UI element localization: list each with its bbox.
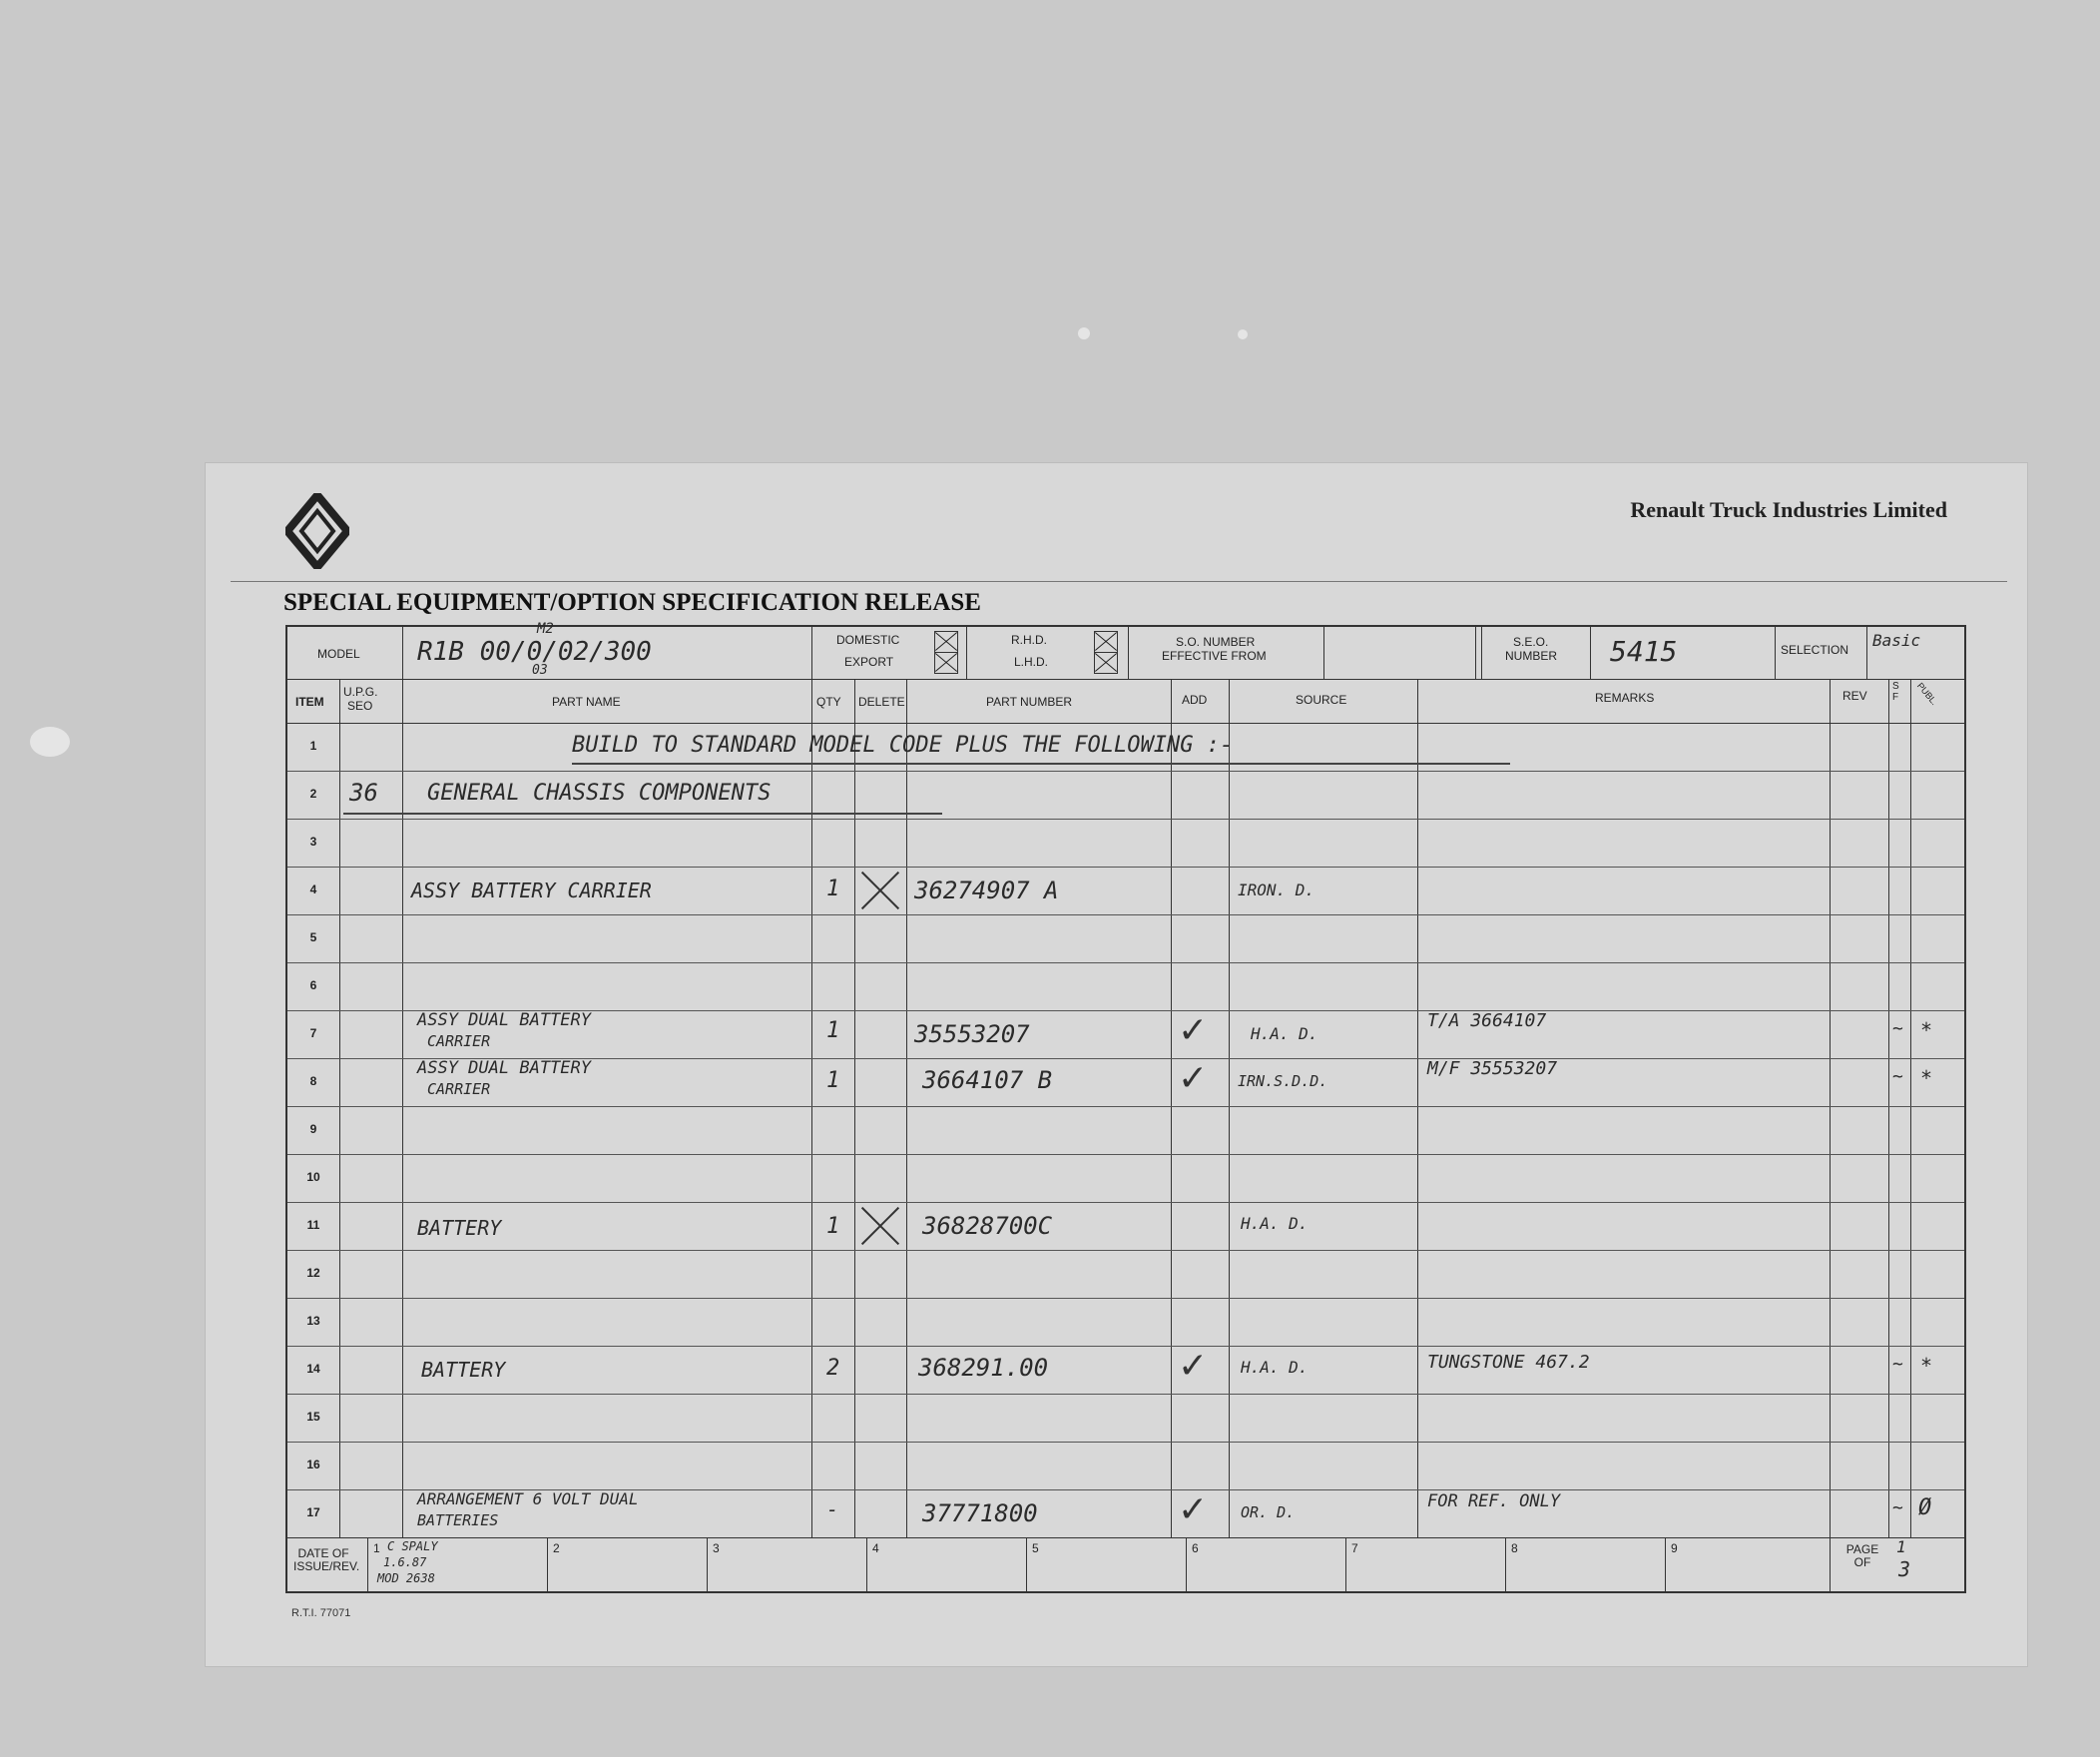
divider (402, 627, 403, 679)
part-name-line2: BATTERIES (417, 1511, 499, 1529)
column-part-name: PART NAME (552, 695, 621, 709)
item-number: 11 (306, 1218, 320, 1232)
selection-label: SELECTION (1781, 643, 1849, 657)
item-number: 9 (309, 1122, 317, 1136)
table-row (287, 914, 1964, 963)
publication-mark: * (1920, 1354, 1933, 1378)
seo-label-line2: NUMBER (1505, 649, 1558, 663)
remarks-value: T/A 3664107 (1427, 1010, 1547, 1031)
divider (1505, 1537, 1506, 1591)
underline (343, 813, 942, 815)
sf-mark: ~ (1892, 1018, 1903, 1039)
sf-mark: ~ (1892, 1354, 1903, 1375)
column-publication: PUBL. (1914, 680, 1940, 708)
item-number: 6 (309, 978, 317, 992)
part-name: ASSY DUAL BATTERY (417, 1010, 591, 1030)
remarks-value: TUNGSTONE 467.2 (1427, 1352, 1590, 1373)
domestic-label: DOMESTIC (836, 633, 900, 647)
divider (811, 627, 812, 679)
delete-cross-icon (858, 1204, 902, 1248)
column-rev: REV (1842, 689, 1867, 703)
rev-cell-9: 9 (1671, 1541, 1678, 1555)
table-row (287, 1010, 1964, 1059)
add-tick-icon: ✓ (1178, 1010, 1209, 1051)
divider (367, 1537, 368, 1591)
source-value: IRON. D. (1238, 880, 1315, 899)
divider (1590, 627, 1591, 679)
table-row (287, 867, 1964, 915)
divider (1665, 1537, 1666, 1591)
table-row (287, 1346, 1964, 1395)
rev-cell-4: 4 (872, 1541, 879, 1555)
divider (1026, 1537, 1027, 1591)
rev1-name: C SPALY (387, 1539, 438, 1553)
underline (572, 763, 1510, 765)
lhd-label: L.H.D. (1014, 655, 1049, 669)
divider (1128, 627, 1129, 679)
part-number: 37771800 (922, 1499, 1038, 1527)
delete-cross-icon (858, 869, 902, 912)
rev-cell-6: 6 (1192, 1541, 1199, 1555)
model-value-below: 03 (532, 663, 548, 678)
item-number: 3 (309, 835, 317, 849)
effective-from-label: EFFECTIVE FROM (1162, 649, 1267, 663)
table-row (287, 1154, 1964, 1203)
part-name-line2: CARRIER (427, 1032, 491, 1050)
table-row (287, 819, 1964, 868)
divider (1830, 1537, 1831, 1591)
item-number: 8 (309, 1074, 317, 1088)
add-tick-icon: ✓ (1178, 1346, 1209, 1387)
seo-label-line1: S.E.O. (1513, 635, 1549, 649)
column-source: SOURCE (1296, 693, 1347, 707)
model-value-above: M2 (537, 621, 554, 637)
column-delete: DELETE (858, 695, 905, 709)
revision-footer (287, 1537, 1964, 1591)
page-label: PAGE OF (1845, 1542, 1879, 1569)
remarks-value: M/F 35553207 (1427, 1058, 1558, 1079)
top-rule (231, 581, 2007, 582)
part-number: 3664107 B (922, 1066, 1053, 1094)
item-number: 7 (309, 1026, 317, 1040)
sf-mark: ~ (1892, 1497, 1903, 1518)
item-number: 13 (306, 1314, 320, 1328)
add-tick-icon: ✓ (1178, 1489, 1209, 1530)
item-number: 2 (309, 787, 317, 801)
domestic-checkbox (934, 631, 958, 653)
column-remarks: REMARKS (1595, 691, 1655, 705)
item-number: 17 (306, 1505, 320, 1519)
header-row-model (287, 621, 1964, 680)
part-name: BATTERY (417, 1216, 502, 1240)
part-name: BATTERY (421, 1358, 506, 1382)
part-name-line2: CARRIER (427, 1080, 491, 1098)
table-row (287, 1489, 1964, 1538)
table-row (287, 723, 1964, 772)
source-value: H.A. D. (1241, 1214, 1309, 1233)
publication-mark: * (1920, 1018, 1933, 1042)
part-number: 368291.00 (918, 1354, 1049, 1382)
column-add: ADD (1182, 693, 1208, 707)
column-upg: U.P.G. (343, 685, 378, 699)
specification-table (285, 621, 1966, 1593)
source-value: IRN.S.D.D. (1238, 1072, 1328, 1090)
item-number: 15 (306, 1410, 320, 1424)
divider (1323, 627, 1324, 679)
form-title: SPECIAL EQUIPMENT/OPTION SPECIFICATION RELEASE (283, 589, 981, 616)
source-value: OR. D. (1241, 1503, 1296, 1521)
upg-value: 36 (349, 779, 378, 807)
qty-value: 1 (826, 877, 840, 901)
table-row (287, 1298, 1964, 1347)
seo-number-value: 5415 (1610, 635, 1678, 668)
renault-diamond-logo-icon (285, 493, 349, 569)
selection-value: Basic (1872, 631, 1921, 650)
build-instruction: BUILD TO STANDARD MODEL CODE PLUS THE FOLLOWING :- (572, 733, 1234, 758)
divider (1475, 627, 1476, 679)
page-total: 3 (1898, 1557, 1911, 1581)
specification-form-sheet (205, 462, 2028, 1667)
add-tick-icon: ✓ (1178, 1058, 1209, 1099)
export-checkbox (934, 652, 958, 674)
part-name: ASSY DUAL BATTERY (417, 1058, 591, 1078)
form-number: R.T.I. 77071 (291, 1607, 351, 1619)
column-seo: SEO (347, 699, 373, 713)
table-row (287, 1250, 1964, 1299)
lhd-checkbox (1094, 652, 1118, 674)
table-row (287, 1394, 1964, 1443)
qty-value: 1 (826, 1068, 840, 1093)
qty-value: 2 (826, 1356, 840, 1381)
column-part-number: PART NUMBER (986, 695, 1073, 709)
divider (547, 1537, 548, 1591)
sf-mark: ~ (1892, 1066, 1903, 1087)
column-qty: QTY (816, 695, 841, 709)
rev-cell-1: 1 (373, 1541, 380, 1555)
rev-cell-5: 5 (1032, 1541, 1039, 1555)
date-of-issue-label: DATE OF ISSUE/REV. (293, 1546, 360, 1573)
publication-mark: * (1920, 1066, 1933, 1090)
rev1-mod: MOD 2638 (377, 1571, 435, 1585)
rhd-label: R.H.D. (1011, 633, 1047, 647)
rev-cell-3: 3 (713, 1541, 720, 1555)
divider (1481, 627, 1482, 679)
divider (1186, 1537, 1187, 1591)
table-row (287, 1442, 1964, 1490)
rev-cell-8: 8 (1511, 1541, 1518, 1555)
page-number: 1 (1896, 1537, 1906, 1556)
part-name: ASSY BATTERY CARRIER (411, 878, 652, 902)
item-number: 12 (306, 1266, 320, 1280)
so-number-label: S.O. NUMBER (1176, 635, 1256, 649)
item-number: 1 (309, 739, 317, 753)
part-number: 35553207 (914, 1020, 1030, 1048)
rev1-date: 1.6.87 (383, 1555, 427, 1569)
column-item: ITEM (295, 695, 324, 709)
divider (966, 627, 967, 679)
table-row (287, 1106, 1964, 1155)
qty-value: - (826, 1497, 839, 1521)
part-number: 36274907 A (914, 877, 1059, 904)
qty-value: 1 (826, 1214, 840, 1239)
table-row (287, 1058, 1964, 1107)
part-number: 36828700C (922, 1212, 1053, 1240)
divider (1866, 627, 1867, 679)
column-sf: S F (1892, 681, 1899, 703)
table-row (287, 1202, 1964, 1251)
item-rows (287, 723, 1964, 1537)
divider (707, 1537, 708, 1591)
model-label: MODEL (317, 647, 360, 661)
table-row (287, 962, 1964, 1011)
table-row (287, 771, 1964, 820)
item-number: 16 (306, 1458, 320, 1471)
item-number: 4 (309, 882, 317, 896)
model-value: R1B 00/0/02/300 (417, 637, 652, 667)
part-name: GENERAL CHASSIS COMPONENTS (427, 781, 772, 806)
rev-cell-2: 2 (553, 1541, 560, 1555)
remarks-value: FOR REF. ONLY (1427, 1491, 1561, 1511)
divider (1345, 1537, 1346, 1591)
divider (866, 1537, 867, 1591)
company-name: Renault Truck Industries Limited (1630, 497, 1947, 522)
divider (1775, 627, 1776, 679)
item-number: 5 (309, 930, 317, 944)
item-number: 14 (306, 1362, 320, 1376)
export-label: EXPORT (844, 655, 894, 669)
qty-value: 1 (826, 1018, 840, 1043)
part-name: ARRANGEMENT 6 VOLT DUAL (417, 1489, 639, 1508)
source-value: H.A. D. (1241, 1358, 1309, 1377)
publication-mark: Ø (1918, 1495, 1932, 1520)
rhd-checkbox (1094, 631, 1118, 653)
rev-cell-7: 7 (1351, 1541, 1358, 1555)
source-value: H.A. D. (1251, 1024, 1318, 1043)
item-number: 10 (306, 1170, 320, 1184)
